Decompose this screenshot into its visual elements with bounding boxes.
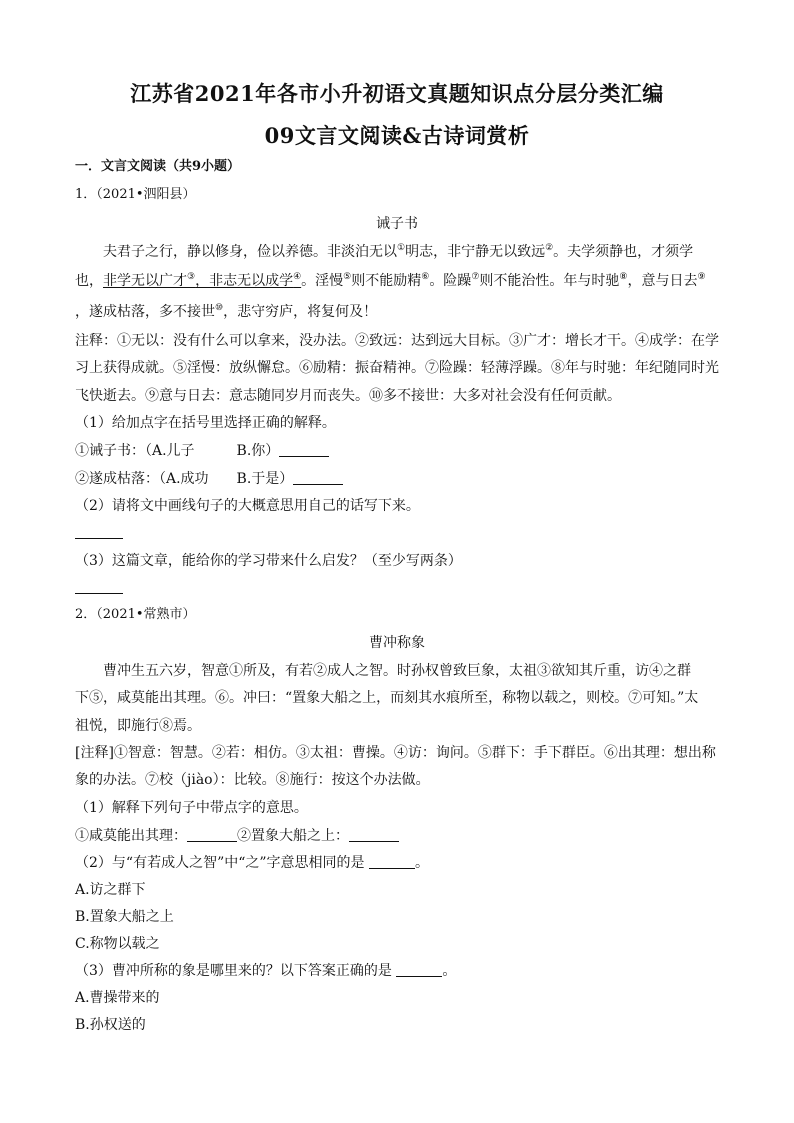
answer-blank[interactable] — [293, 470, 343, 485]
passage-2-line-2: 下⑤，咸莫能出其理。⑥。冲曰：“置象大船之上，而刻其水痕所至，称物以载之，则校。⑦可知。”太 — [75, 690, 699, 706]
q1-sub1-b: ②遂成枯落：（A.成功 B.于是） — [75, 469, 725, 489]
option-b: B.孙权送的 — [75, 1017, 146, 1033]
question-1-source: 1．（2021•泗阳县） — [75, 187, 196, 202]
document-title: 江苏省2021年各市小升初语文真题知识点分层分类汇编 — [130, 81, 664, 106]
answer-blank[interactable] — [279, 442, 329, 457]
passage-1-line-2: 也，非学无以广才③，非志无以成学④。淫慢⑤则不能励精⑥。险躁⑦则不能治性。年与时驰⑧，意与日去⑨ — [75, 272, 706, 289]
q1-sub1: （1）给加点字在括号里选择正确的解释。 — [75, 415, 336, 431]
q2-sub1: （1）解释下列句子中带点字的意思。 — [75, 800, 308, 816]
option-a: A.曹操带来的 — [75, 990, 160, 1006]
option-b: B.置象大船之上 — [75, 909, 174, 925]
answer-line[interactable] — [75, 538, 123, 539]
answer-blank[interactable] — [349, 827, 399, 842]
q2-sub2: （2）与“有若成人之智”中“之”字意思相同的是 。 — [75, 855, 429, 871]
notes-1-line-1: 注释：①无以：没有什么可以拿来，没办法。②致远：达到远大目标。③广才：增长才干。④成学：在学 — [75, 333, 719, 349]
notes-2-line-1: [注释]①智意：智慧。②若：相仿。③太祖：曹操。④访：询问。⑤群下：手下群臣。⑥出其理：想出称 — [75, 745, 716, 761]
q1-sub1-a: ①诫子书：（A.儿子 B.你） — [75, 441, 725, 461]
document-subtitle: 09文言文阅读&古诗词赏析 — [264, 123, 530, 148]
passage-1-line-3: ，遂成枯落，多不接世⑩，悲守穷庐，将复何及！ — [75, 303, 378, 320]
passage-1-line-1: 夫君子之行，静以修身，俭以养德。非淡泊无以①明志，非宁静无以致远②。夫学须静也，才须学 — [75, 243, 694, 260]
passage-2-line-1: 曹冲生五六岁，智意①所及，有若②成人之智。时孙权曾致巨象，太祖③欲知其斤重，访④之群 — [75, 663, 691, 679]
option-a: A.访之群下 — [75, 882, 146, 898]
passage-2-line-3: 祖悦，即施行⑧焉。 — [75, 718, 201, 734]
notes-1-line-3: 飞快逝去。⑨意与日去：意志随同岁月而丧失。⑩多不接世：大多对社会没有任何贡献。 — [75, 388, 621, 404]
q2-sub1-items: ①咸莫能出其理： ②置象大船之上： — [75, 826, 725, 846]
q2-sub3: （3）曹冲所称的象是哪里来的？以下答案正确的是 。 — [75, 963, 457, 979]
answer-blank[interactable] — [369, 854, 415, 869]
notes-2-line-2: 象的办法。⑦校（jiào）：比较。⑧施行：按这个办法做。 — [75, 772, 430, 788]
answer-blank[interactable] — [187, 827, 237, 842]
question-2-source: 2．（2021•常熟市） — [75, 607, 196, 622]
option-c: C.称物以载之 — [75, 936, 160, 952]
q1-sub2: （2）请将文中画线句子的大概意思用自己的话写下来。 — [75, 498, 420, 514]
q1-sub3: （3）这篇文章，能给你的学习带来什么启发？（至少写两条） — [75, 553, 462, 569]
notes-1-line-2: 习上获得成就。⑤淫慢：放纵懈怠。⑥励精：振奋精神。⑦险躁：轻薄浮躁。⑧年与时驰：年纪随同时光 — [75, 360, 719, 376]
passage-2-title: 曹冲称象 — [369, 635, 425, 651]
underlined-sentence: 非学无以广才③，非志无以成学④ — [103, 272, 302, 289]
section-heading: 一．文言文阅读（共9小题） — [75, 159, 241, 174]
answer-line[interactable] — [75, 593, 123, 594]
passage-1-title: 诫子书 — [376, 216, 418, 232]
answer-blank[interactable] — [396, 962, 442, 977]
